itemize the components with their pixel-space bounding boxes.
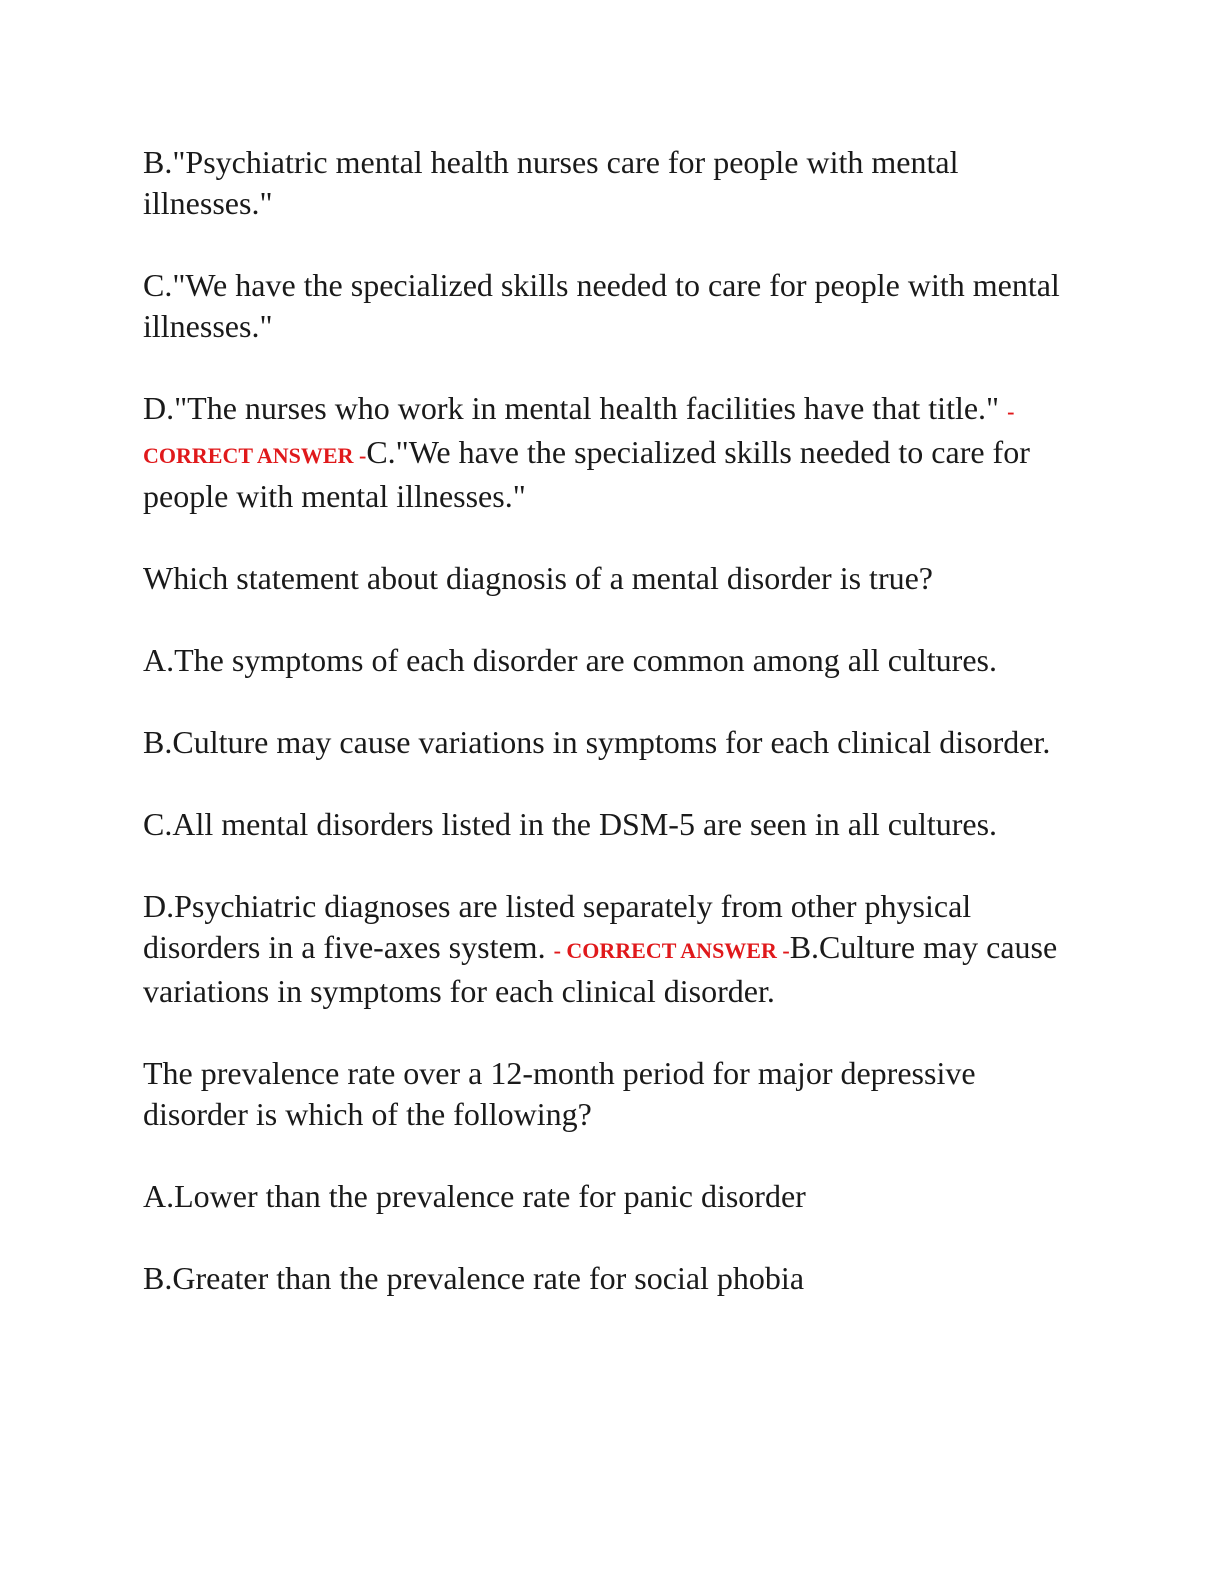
question-stem-text: Which statement about diagnosis of a mental disorder is true?	[143, 560, 933, 596]
option-c-text: C.All mental disorders listed in the DSM-5 are seen in all cultures.	[143, 806, 998, 842]
question-stem-text: The prevalence rate over a 12-month period for major depressive disorder is which of the following?	[143, 1055, 976, 1132]
option-a	[143, 1176, 1083, 1217]
option-b-text: B.Greater than the prevalence rate for social phobia	[143, 1260, 805, 1296]
option-d-with-answer	[143, 388, 1083, 517]
question-stem	[143, 1053, 1083, 1135]
option-c	[143, 265, 1083, 347]
correct-answer-tag: - CORRECT ANSWER -	[143, 399, 1015, 468]
option-d-with-answer	[143, 886, 1083, 1012]
correct-answer-tag: - CORRECT ANSWER -	[553, 938, 790, 963]
question-stem	[143, 558, 1083, 599]
option-c-text: C."We have the specialized skills needed to care for people with mental illnesses."	[143, 267, 1060, 344]
option-a-text: A.The symptoms of each disorder are common among all cultures.	[143, 642, 997, 678]
option-b	[143, 722, 1083, 763]
option-b	[143, 142, 1083, 224]
option-a-text: A.Lower than the prevalence rate for panic disorder	[143, 1178, 806, 1214]
correct-answer-text: C."We have the specialized skills needed to care for people with mental illnesses."	[143, 434, 1030, 514]
option-b	[143, 1258, 1083, 1299]
document-page	[143, 142, 1083, 1340]
option-b-text: B."Psychiatric mental health nurses care for people with mental illnesses."	[143, 144, 959, 221]
option-d-text: D.Psychiatric diagnoses are listed separately from other physical disorders in a five-axes system.	[143, 888, 972, 965]
option-c	[143, 804, 1083, 845]
option-a	[143, 640, 1083, 681]
option-b-text: B.Culture may cause variations in symptoms for each clinical disorder.	[143, 724, 1051, 760]
option-d-text: D."The nurses who work in mental health facilities have that title."	[143, 390, 1008, 426]
correct-answer-text: B.Culture may cause variations in symptoms for each clinical disorder.	[143, 929, 1058, 1009]
